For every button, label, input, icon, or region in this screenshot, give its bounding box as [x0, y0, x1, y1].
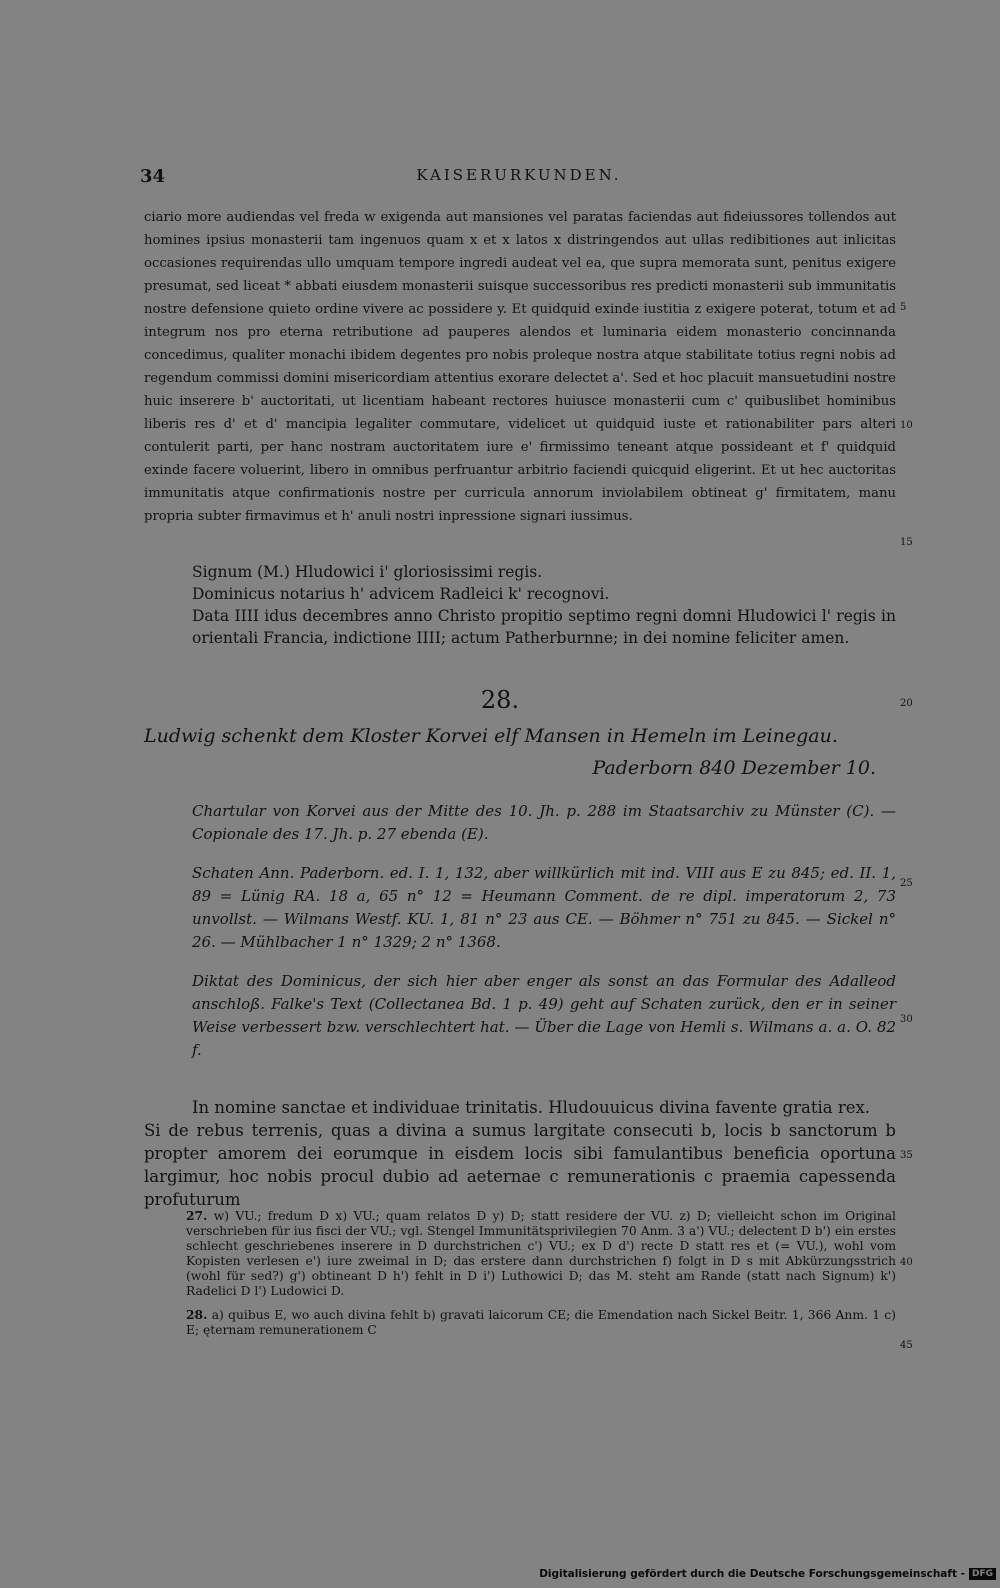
footnote-text-27: w) VU.; fredum D x) VU.; quam relatos D y) D; statt residere der VU. z) D; vielleicht schon im Original verschrieben für ius fisci der VU.; vgl. Stengel Immunitätsprivilegien 70 Anm. 3 a') VU.; delectent D b') ein erstes schlecht geschriebenes inserere in D durchstrichen c') VU.; ex D d') recte D statt res et (= VU.), wohl vom Kopisten verlesen e') iure zweimal in D; das erstere dann durchstrichen f) folgt in D s mit Abkürzungsstrich (wohl für sed?) g') obtineant D h') fehlt in D i') Luthowici D; das M. steht am Rande (statt nach Signum) k') Radelici D l') Ludowici D. [186, 1209, 896, 1298]
margin-line-number: 40 [900, 1257, 913, 1268]
margin-line-number: 15 [900, 537, 913, 548]
charter-number: 28. [480, 686, 520, 714]
body-paragraph: ciario more audiendas vel freda w exigenda aut mansiones vel paratas faciendas aut fideiussores tollendos aut homines ipsius monasterii tam ingenuos quam x et x latos x distringendos aut ullas redibitiones aut inlicitas occasiones requirendas ullo umquam tempore ingredi audeat vel ea, que supra memorata sunt, penitus exigere presumat, sed liceat * abbati eiusdem monasterii suisque successoribus res predicti monasterii sub immunitatis nostre defensione quieto ordine vivere ac possidere y. Et quidquid exinde iustitia z exigere poterat, totum et ad integrum nos pro eterna retributione ad pauperes alendos et luminaria eidem monasterio concinnanda concedimus, qualiter monachi ibidem degentes pro nobis proleque nostra atque stabilitate totius regni nobis ad regendum commissi domini misericordiam attentius exorare delectet a'. Sed et hoc placuit mansuetudini nostre huic inserere b' auctoritati, ut licentiam habeant rectores huiusce monasterii cum c' quibuslibet hominibus liberis res d' et d' mancipia legaliter commutare, videlicet ut quidquid iuste et rationabiliter pars alteri contulerit parti, per hanc nostram auctoritatem iure e' firmissimo teneant atque possideant et f' quidquid exinde facere voluerint, libero in omnibus perfruantur arbitrio faciendi quicquid eligerint. Et ut hec auctoritas immunitatis atque confirmationis nostre per curricula annorum inviolabilem obtineat g' firmitatem, manu propria subter firmavimus et h' anuli nostri inpressione signari iussimus. [144, 210, 896, 524]
margin-line-number: 45 [900, 1340, 913, 1351]
footnote-label-28: 28. [186, 1307, 208, 1322]
margin-line-number: 5 [900, 302, 907, 313]
recognition-line: Dominicus notarius h' advicem Radleici k' recognovi. [192, 585, 610, 603]
running-title: KAISERURKUNDEN. [416, 166, 622, 184]
footnotes [186, 1208, 896, 1346]
signum-line: Signum (M.) Hludowici i' gloriosissimi regis. [192, 563, 543, 581]
manuscript-tradition: Chartular von Korvei aus der Mitte des 10. Jh. p. 288 im Staatsarchiv zu Münster (C). — Copionale des 17. Jh. p. 27 ebenda (E). [192, 802, 896, 843]
editions-list: Schaten Ann. Paderborn. ed. I. 1, 132, aber willkürlich mit ind. VIII aus E zu 845; ed. II. 1, 89 = Lünig RA. 18 a, 65 n° 12 = Heumann Comment. de re dipl. imperatorum 2, 73 unvollst. — Wilmans Westf. KU. 1, 81 n° 23 aus CE. — Böhmer n° 751 zu 845. — Sickel n° 26. — Mühlbacher 1 n° 1329; 2 n° 1368. [192, 864, 896, 951]
footnotes-28 [186, 1307, 896, 1338]
footnotes-27 [186, 1208, 896, 1299]
footer-text: Digitalisierung gefördert durch die Deutsche Forschungsgemeinschaft - [539, 1568, 965, 1580]
charter-27-eschatocol [144, 561, 896, 649]
margin-line-number: 35 [900, 1150, 913, 1161]
dating-clause: Data IIII idus decembres anno Christo propitio septimo regni domni Hludowici l' regis in orientali Francia, indictione IIII; actum Patherburnne; in dei nomine feliciter amen. [192, 607, 896, 647]
footnote-label-27: 27. [186, 1208, 208, 1223]
charter-27-text [144, 206, 896, 528]
invocation: In nomine sanctae et individuae trinitatis. Hludouuicus divina favente gratia rex. [192, 1098, 871, 1117]
margin-line-number: 10 [900, 420, 913, 431]
margin-line-number: 20 [900, 698, 913, 709]
dfg-logo: DFG [969, 1568, 996, 1580]
place-date: Paderborn 840 Dezember 10. [592, 757, 876, 779]
regest-text: Ludwig schenkt dem Kloster Korvei elf Mansen in Hemeln im Leinegau. [144, 725, 838, 747]
regest [144, 720, 896, 784]
footnote-text-28: a) quibus E, wo auch divina fehlt b) gravati laicorum CE; die Emendation nach Sickel Beitr. 1, 366 Anm. 1 c) E; ęternam remunerationem C [186, 1308, 896, 1337]
source-apparatus [192, 800, 896, 1078]
digitization-footer [539, 1568, 996, 1580]
arenga: Si de rebus terrenis, quas a divina a sumus largitate consecuti b, locis b sanctorum b propter amorem dei eorumque in eisdem locis sibi famulantibus beneficia oportuna largimur, hoc nobis procul dubio ad aeternae c remunerationis c praemia capessenda profuturum [144, 1121, 896, 1209]
margin-line-number: 25 [900, 878, 913, 889]
margin-line-number: 30 [900, 1014, 913, 1025]
commentary: Diktat des Dominicus, der sich hier aber enger als sonst an das Formular des Adalleod anschloß. Falke's Text (Collectanea Bd. 1 p. 49) geht auf Schaten zurück, den er in seiner Weise verbessert bzw. verschlechtert hat. — Über die Lage von Hemli s. Wilmans a. a. O. 82 f. [192, 972, 896, 1059]
page-number: 34 [140, 166, 166, 187]
page-header [140, 166, 898, 190]
charter-28-text [144, 1096, 896, 1211]
